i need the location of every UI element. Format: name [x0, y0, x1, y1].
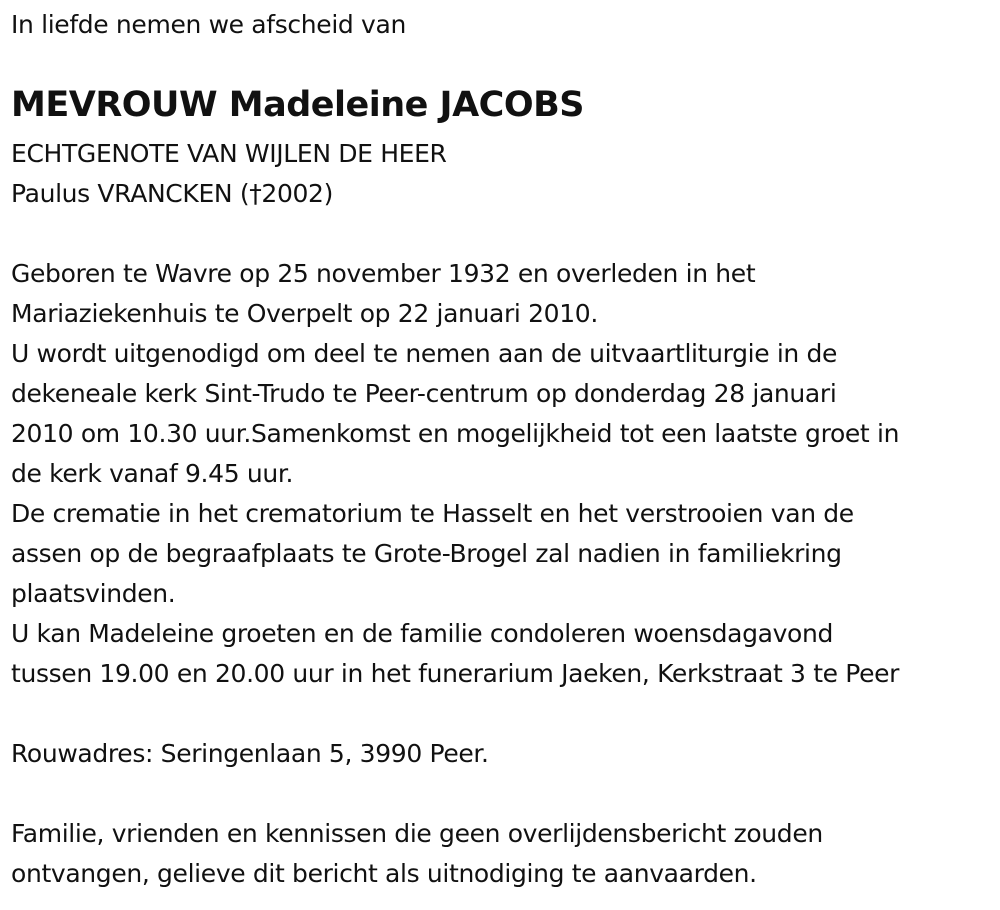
body-line: 2010 om 10.30 uur.Samenkomst en mogelijkheid tot een laatste groet in [11, 419, 900, 448]
body-line: assen op de begraafplaats te Grote-Brogel zal nadien in familiekring [11, 539, 842, 568]
closing-line: ontvangen, gelieve dit bericht als uitnodiging te aanvaarden. [11, 859, 757, 888]
mourning-address [11, 734, 489, 774]
body-line: Mariaziekenhuis te Overpelt op 22 januari 2010. [11, 299, 598, 328]
body-line: plaatsvinden. [11, 579, 176, 608]
intro-block [11, 5, 406, 45]
closing-block [11, 814, 823, 894]
deceased-name: MEVROUW Madeleine JACOBS [11, 85, 584, 125]
body-line: tussen 19.00 en 20.00 uur in het funerarium Jaeken, Kerkstraat 3 te Peer [11, 659, 900, 688]
body-line: de kerk vanaf 9.45 uur. [11, 459, 294, 488]
body-line: U kan Madeleine groeten en de familie condoleren woensdagavond [11, 619, 833, 648]
spouse-line: Paulus VRANCKEN (†2002) [11, 179, 334, 208]
body-line: U wordt uitgenodigd om deel te nemen aan de uitvaartliturgie in de [11, 339, 838, 368]
spouse-line: ECHTGENOTE VAN WIJLEN DE HEER [11, 139, 447, 168]
body-line: dekeneale kerk Sint-Trudo te Peer-centrum op donderdag 28 januari [11, 379, 837, 408]
notice-body [11, 254, 899, 694]
address-line: Rouwadres: Seringenlaan 5, 3990 Peer. [11, 739, 489, 768]
body-line: De crematie in het crematorium te Hasselt en het verstrooien van de [11, 499, 854, 528]
intro-line: In liefde nemen we afscheid van [11, 10, 406, 39]
spouse-block [11, 134, 447, 214]
body-line: Geboren te Wavre op 25 november 1932 en overleden in het [11, 259, 756, 288]
closing-line: Familie, vrienden en kennissen die geen overlijdensbericht zouden [11, 819, 823, 848]
